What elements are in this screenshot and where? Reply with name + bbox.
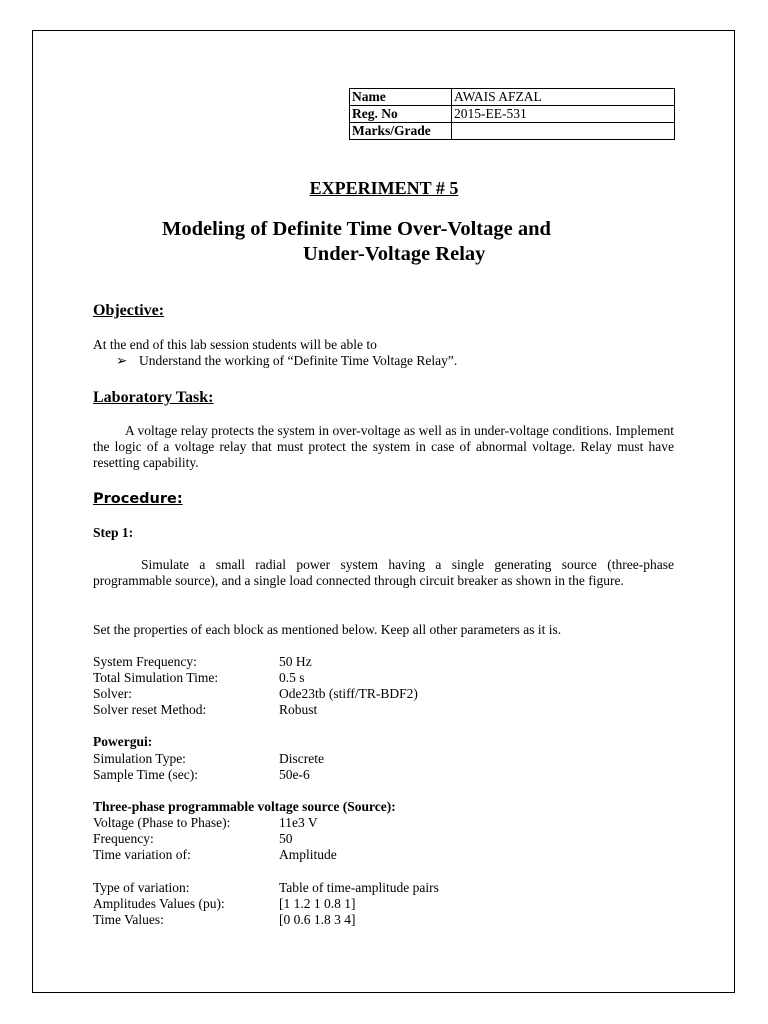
student-info-table (349, 88, 675, 140)
param-label: Total Simulation Time: (93, 670, 219, 685)
objective-bullet: Understand the working of “Definite Time Voltage Relay”. (139, 353, 458, 368)
marks-grade-value (452, 123, 675, 140)
param-row (93, 831, 293, 847)
param-row (93, 751, 324, 767)
param-row (93, 880, 439, 896)
objective-heading: Objective: (93, 302, 165, 319)
table-row (350, 106, 675, 123)
param-label: Time variation of: (93, 847, 191, 862)
reg-no-value: 2015-EE-531 (452, 106, 675, 123)
param-row (93, 912, 356, 928)
marks-grade-label: Marks/Grade (350, 123, 452, 140)
param-value: [1 1.2 1 0.8 1] (279, 896, 356, 911)
param-row (93, 847, 337, 863)
param-value: 50 Hz (279, 654, 312, 669)
param-value: 11e3 V (279, 815, 318, 830)
param-label: Frequency: (93, 831, 154, 846)
reg-no-label: Reg. No (350, 106, 452, 123)
experiment-number: EXPERIMENT # 5 (309, 178, 459, 198)
step-1-label: Step 1: (93, 525, 134, 540)
param-row (93, 686, 418, 702)
param-label: System Frequency: (93, 654, 197, 669)
param-value: Ode23tb (stiff/TR-BDF2) (279, 686, 418, 701)
step-1-text: Simulate a small radial power system having a single generating source (three-phase programmable source), and a single load connected through circuit breaker as shown in the figure. (93, 557, 674, 589)
title-line-1: Modeling of Definite Time Over-Voltage and (162, 218, 551, 240)
param-value: Robust (279, 702, 318, 717)
param-value: 50e-6 (279, 767, 310, 782)
name-value: AWAIS AFZAL (452, 89, 675, 106)
table-row (350, 123, 675, 140)
name-label: Name (350, 89, 452, 106)
param-row (93, 702, 317, 718)
table-row (350, 89, 675, 106)
procedure-heading: Procedure: (93, 491, 183, 507)
param-value: 50 (279, 831, 293, 846)
param-label: Sample Time (sec): (93, 767, 198, 782)
param-label: Type of variation: (93, 880, 190, 895)
param-row (93, 896, 356, 912)
param-value: Amplitude (279, 847, 337, 862)
lab-task-heading: Laboratory Task: (93, 389, 214, 406)
param-label: Simulation Type: (93, 751, 186, 766)
lab-task-text: A voltage relay protects the system in over-voltage as well as in under-voltage conditions. Implement the logic of a voltage relay that must protect the system in case of abnormal voltage. Relay must have resetting capability. (93, 423, 674, 471)
title-line-2: Under-Voltage Relay (303, 243, 486, 265)
param-row (93, 670, 305, 686)
param-value: 0.5 s (279, 670, 305, 685)
bullet-marker-icon: ➢ (116, 353, 128, 368)
param-value: Discrete (279, 751, 324, 766)
param-label: Amplitudes Values (pu): (93, 896, 225, 911)
powergui-heading: Powergui: (93, 734, 153, 749)
param-label: Solver reset Method: (93, 702, 207, 717)
param-row (93, 815, 318, 831)
param-label: Voltage (Phase to Phase): (93, 815, 231, 830)
param-value: Table of time-amplitude pairs (279, 880, 439, 895)
param-value: [0 0.6 1.8 3 4] (279, 912, 356, 927)
param-row (93, 654, 312, 670)
set-properties-text: Set the properties of each block as mentioned below. Keep all other parameters as it is. (93, 622, 562, 637)
source-heading: Three-phase programmable voltage source (Source): (93, 799, 396, 814)
param-label: Solver: (93, 686, 132, 701)
param-label: Time Values: (93, 912, 164, 927)
param-row (93, 767, 310, 783)
objective-intro: At the end of this lab session students will be able to (93, 337, 377, 352)
